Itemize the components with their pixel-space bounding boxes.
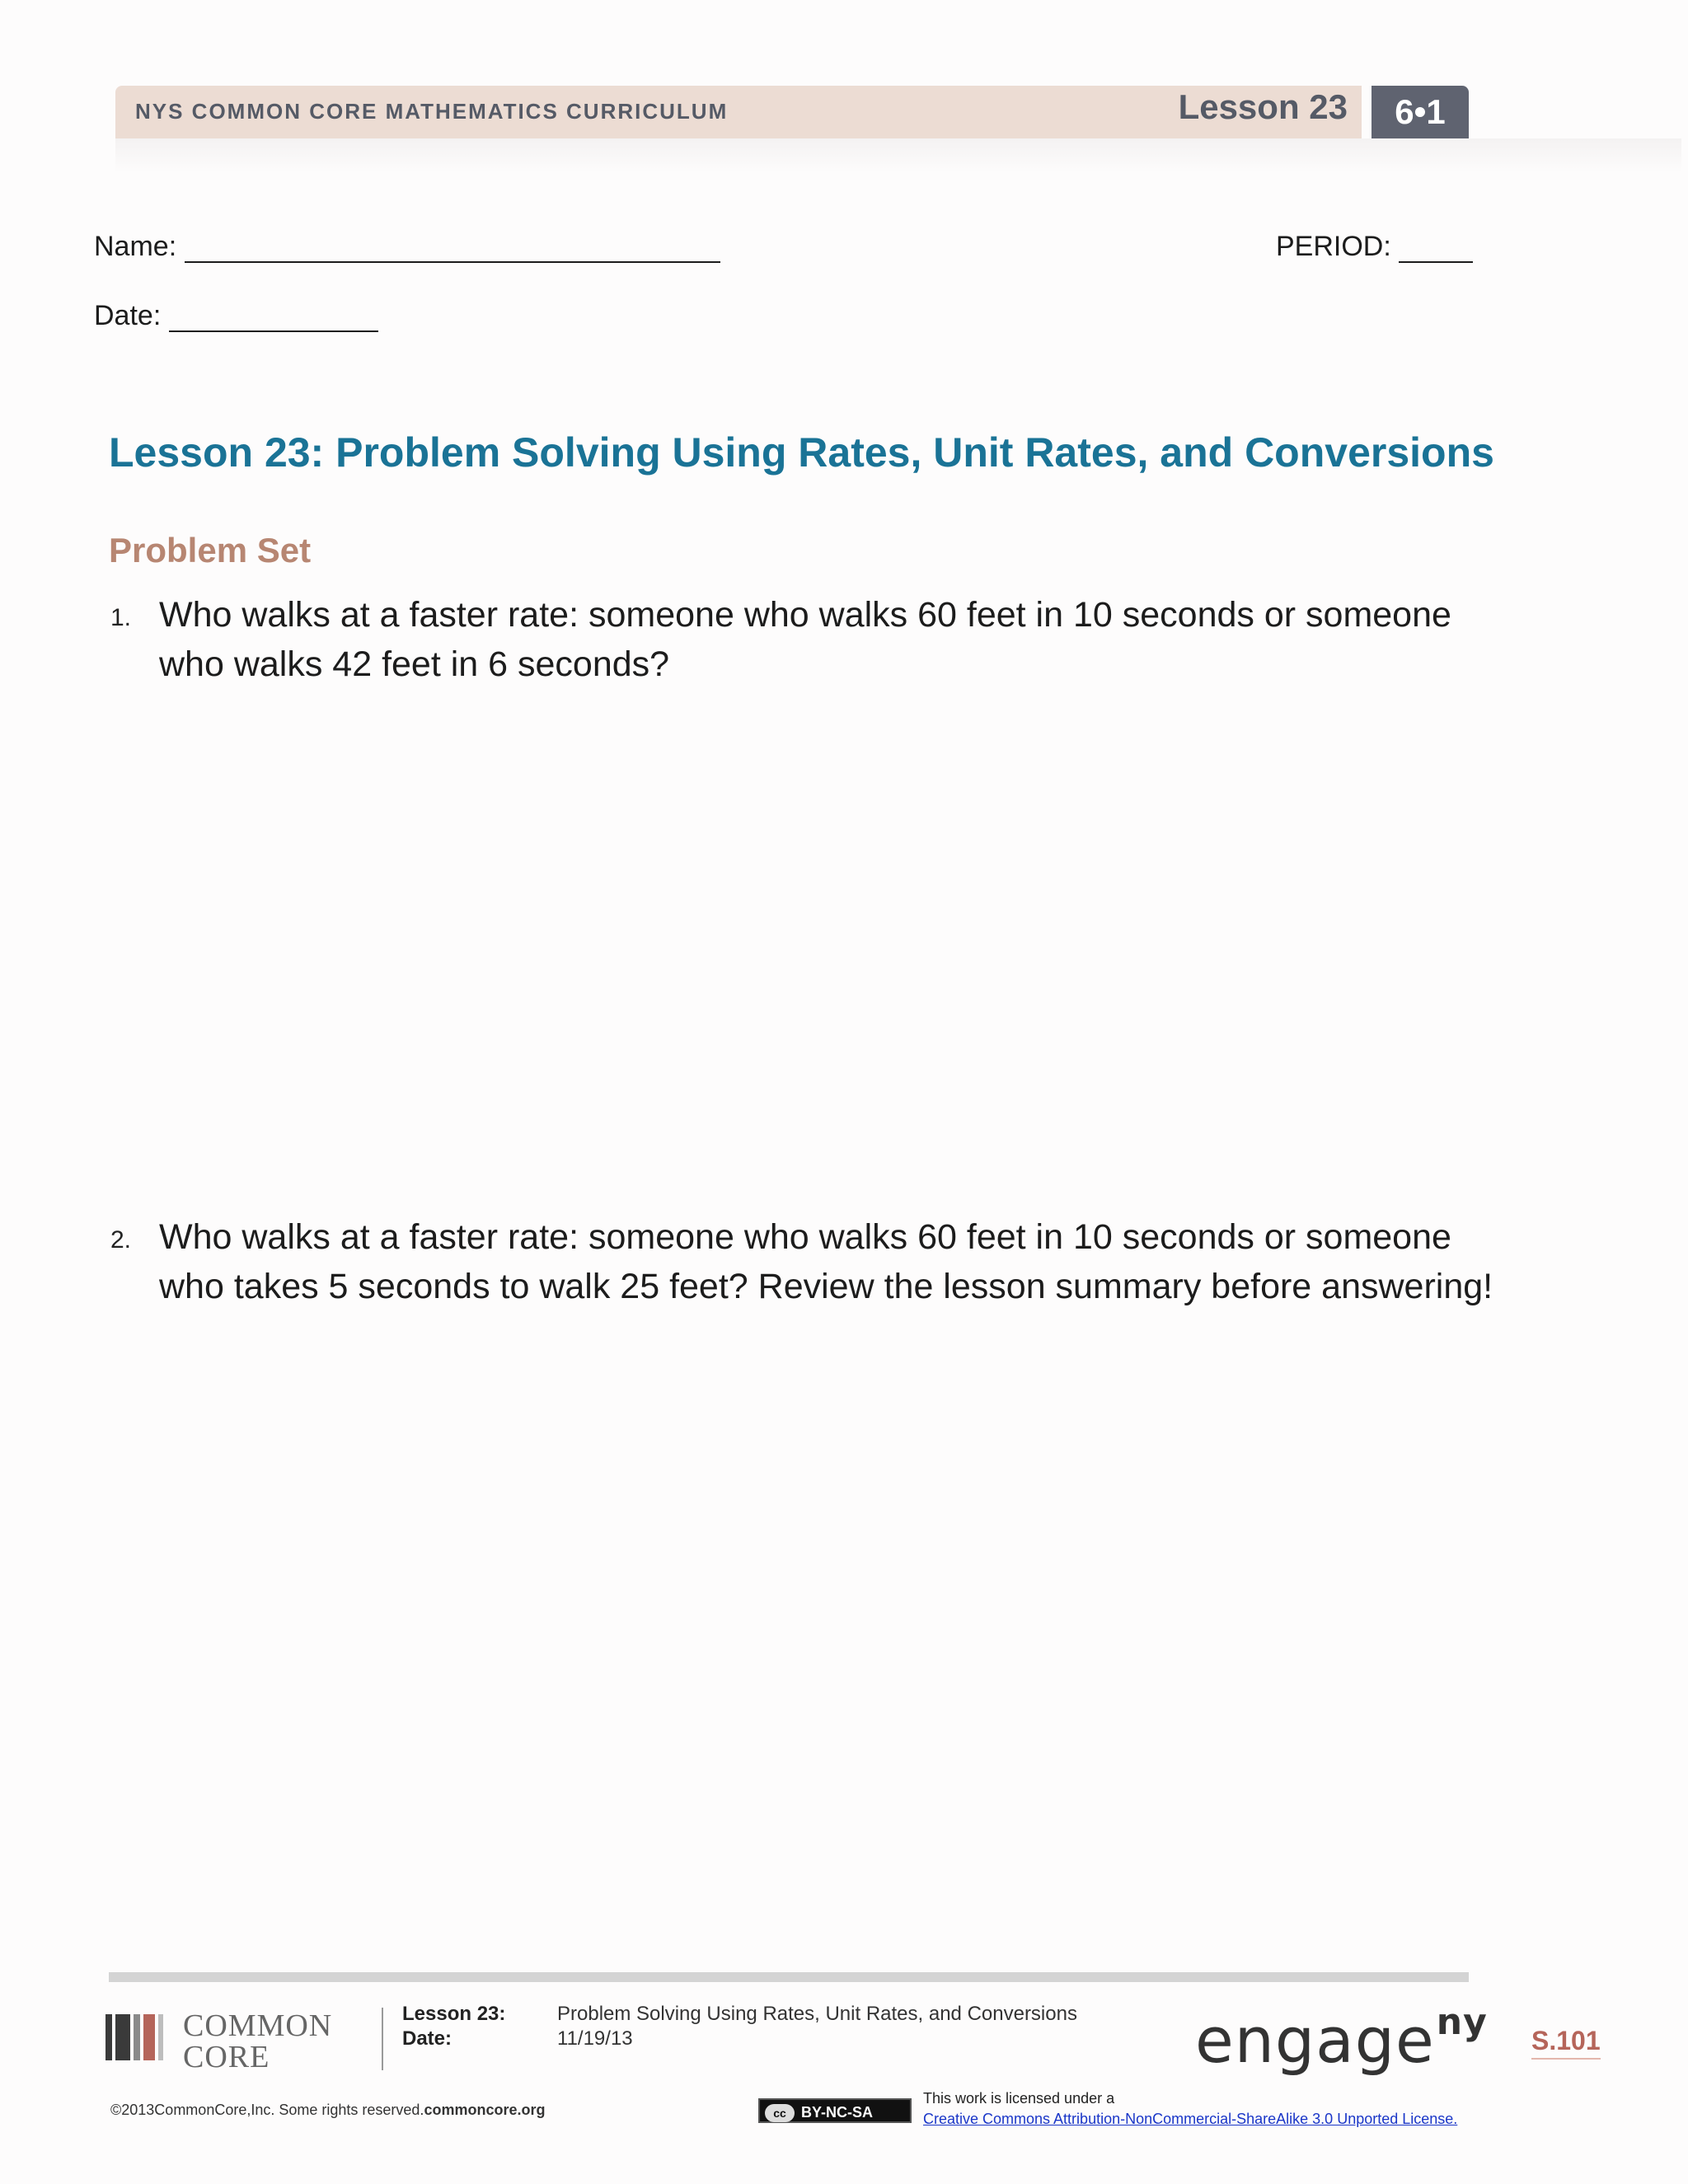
footer-date-value: 11/19/13 (557, 2027, 633, 2050)
period-field (1276, 231, 1473, 263)
copyright-text: ©2013CommonCore,Inc. Some rights reserved. (110, 2102, 424, 2118)
page-number: S.101 (1531, 2026, 1601, 2060)
date-label: Date: (94, 300, 162, 331)
engage-text: engage (1195, 2004, 1435, 2077)
grade-module-badge: 6•1 (1372, 86, 1469, 138)
header-shadow (115, 138, 1681, 173)
name-field (94, 231, 720, 263)
footer-divider (382, 2008, 383, 2070)
copyright-site[interactable]: commoncore.org (424, 2102, 546, 2118)
license-text: This work is licensed under a (923, 2090, 1115, 2107)
footer-lesson-label: Lesson 23: (402, 2003, 506, 2025)
date-blank[interactable] (169, 302, 378, 332)
section-title: Problem Set (109, 531, 312, 569)
footer-date-label: Date: (402, 2027, 452, 2050)
cc-license-badge (758, 2098, 912, 2123)
problem-1-number: 1. (110, 604, 132, 631)
logo-line2: CORE (183, 2040, 270, 2070)
footer-lesson-value: Problem Solving Using Rates, Unit Rates, and Conversions (557, 2003, 1077, 2025)
problem-2-text: Who walks at a faster rate: someone who walks 60 feet in 10 seconds or someone who takes 5 seconds to walk 25 feet? Review the lesson summary before answering! (159, 1217, 1493, 1306)
name-label: Name: (94, 231, 177, 262)
period-label: PERIOD: (1276, 231, 1391, 262)
curriculum-title: NYS COMMON CORE MATHEMATICS CURRICULUM (135, 99, 729, 124)
cc-badge-text: BY-NC-SA (801, 2104, 874, 2121)
date-field (94, 300, 378, 332)
lesson-title: Lesson 23: Problem Solving Using Rates, Unit Rates, and Conversions (109, 429, 1494, 476)
license-link[interactable]: Creative Commons Attribution-NonCommercial-ShareAlike 3.0 Unported License. (923, 2111, 1458, 2127)
engageny-logo (1195, 2001, 1488, 2077)
logo-line1: COMMON (183, 2008, 333, 2043)
cc-icon: cc (765, 2104, 795, 2122)
period-blank[interactable] (1399, 233, 1473, 263)
header-lesson: Lesson 23 (1178, 87, 1348, 126)
footer-rule (109, 1972, 1469, 1982)
name-blank[interactable] (185, 233, 720, 263)
copyright (110, 2102, 545, 2119)
common-core-logo (106, 2004, 369, 2070)
problem-2-number: 2. (110, 1226, 132, 1254)
engage-sup: ny (1436, 2001, 1488, 2043)
problem-1-text: Who walks at a faster rate: someone who walks 60 feet in 10 seconds or someone who walks 42 feet in 6 seconds? (159, 595, 1451, 684)
